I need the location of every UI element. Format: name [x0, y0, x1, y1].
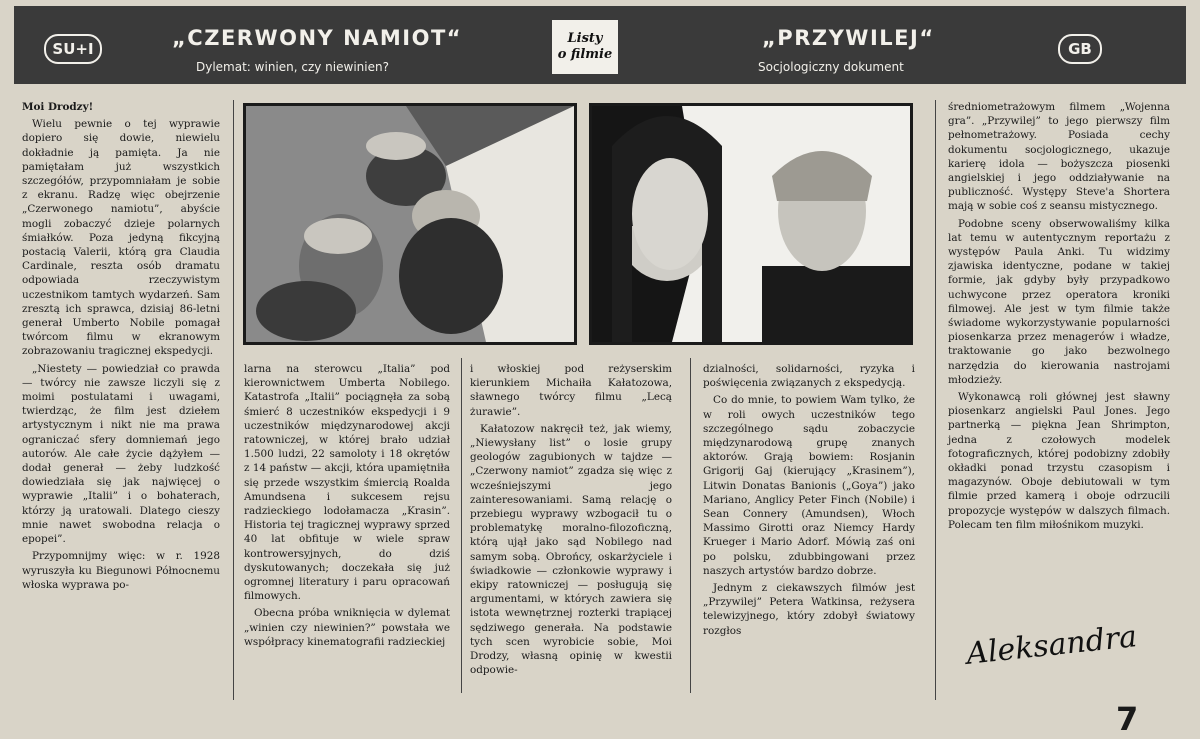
paragraph: Obecna próba wniknięcia w dylemat „winien czy niewinien?” powstała we współpracy kinematografii radzieckiej — [244, 607, 450, 648]
paragraph: Podobne sceny obserwowaliśmy kilka lat temu w autentycznym reportażu z występów Paula Anki. Tu widzimy zjawiska identyczne, podane w takiej formie, jak gdyby były przypadkowo uchwycone przez operatora kroniki filmowej. Ale jest w tym filmie także świadome wykorzystywanie popularności piosenkarza przez menagerów i władze, traktowanie go jako bezwolnego narzędzia do kierowania nastrojami młodzieży. — [948, 217, 1170, 386]
column-label-box — [552, 20, 618, 74]
article-column-5 — [948, 100, 1170, 535]
film-still-image — [592, 106, 910, 342]
column-label-line2: o filmie — [557, 47, 613, 62]
page-header — [14, 6, 1186, 84]
paragraph: Kałatozow nakręcił też, jak wiemy, „Niewysłany list” o losie grupy geologów zagubionych w tajdze — „Czerwony namiot” zgadza się więc z wcześniejszymi jego zainteresowaniami. Samą relację o przebiegu wyprawy wzbogacił tu o problematykę moralno-filozoficzną, którą ujął jako sąd Nobilego nad samym sobą. Obrońcy, oskarżyciele i świadkowie — członkowie wyprawy i ekipy ratowniczej — posługują się argumentami, w których zawiera się istota wewnętrznej rozterki trapiącej sędziwego generała. Na podstawie tych scen wyrobicie sobie, Moi Drodzy, własną opinię w kwestii odpowie- — [470, 422, 672, 677]
paragraph: larna na sterowcu „Italia” pod kierownictwem Umberta Nobilego. Katastrofa „Italii” pociągnęła za sobą śmierć 8 uczestników ekspedycji i 9 uczestników międzynarodowej akcji ratowniczej, w której brało udział 1.500 ludzi, 22 samoloty i 18 okrętów z 14 państw — akcji, która upamiętniła się przede wszystkim śmiercią Roalda Amundsena i sukcesem rejsu radzieckiego lodołamacza „Krasin”. Historia tej tragicznej wyprawy sprzed 40 lat obfituje w wiele spraw kontrowersyjnych, do dziś dyskutowanych; doczekała się już ogromnej literatury i paru opracowań filmowych. — [244, 363, 450, 603]
author-signature: Aleksandra — [964, 619, 1139, 672]
privilege-film-still — [589, 103, 913, 345]
paragraph: Jednym z ciekawszych filmów jest „Przywilej” Petera Watkinsa, reżysera telewizyjnego, który zdobył światowy rozgłos — [703, 582, 915, 637]
paragraph: Co do mnie, to powiem Wam tylko, że w roli owych uczestników tego szczególnego sądu zobaczycie międzynarodową grupę znanych aktorów. Grają bowiem: Rosjanin Grigorij Gaj (kierujący „Krasinem”), Litwin Donatas Banionis („Goya”) jako Mariano, Anglicy Peter Finch (Nobile) i Sean Connery (Amundsen), Włoch Massimo Girotti oraz Niemcy Hardy Krueger i Mario Adorf. Mówią zaś oni po polsku, zdubbingowani przez naszych artystów bardzo dobrze. — [703, 394, 915, 577]
ussr-italy-badge: SU+I — [44, 34, 102, 64]
film-still-image — [246, 106, 574, 342]
page-number: 7 — [1116, 700, 1139, 738]
paragraph: dzialności, solidarności, ryzyka i poświęcenia związanych z ekspedycją. — [703, 363, 915, 390]
paragraph: Wykonawcą roli głównej jest sławny piosenkarz angielski Paul Jones. Jego partnerką — piękna Jean Shrimpton, jedna z czołowych modelek fotograficznych, której podobizny zdobiły okładki ponad trzystu czasopism i magazynów. Oboje debiutowali w tym filmie przed kamerą i oboje odrzucili propozycje występów w dalszych filmach. Polecam ten film miłośnikom muzyki. — [948, 391, 1170, 531]
right-film-title: „PRZYWILEJ“ — [762, 26, 935, 50]
greeting: Moi Drodzy! — [22, 101, 94, 113]
paragraph: „Niestety — powiedział co prawda — twórcy nie zawsze liczyli się z moimi postulatami i uwagami, twierdząc, że film jest dziełem artystycznym i nikt nie ma prawa ograniczać sfery domniemań jego autorów. Ale całe życie dążyłem — dodał generał — żeby ludzkość dowiedziała się jak najwięcej o wyprawie „Italii” i o bohaterach, którzy ją uratowali. Dlatego cieszy mnie nawet swobodna relacja o epopei”. — [22, 362, 220, 546]
paragraph: Przypomnijmy więc: w r. 1928 wyruszyła ku Biegunowi Północnemu włoska wyprawa po- — [22, 550, 220, 591]
paragraph: i włoskiej pod reżyserskim kierunkiem Michaiła Kałatozowa, sławnego twórcy filmu „Lecą żurawie”. — [470, 363, 672, 418]
article-column-1 — [22, 100, 220, 595]
column-label-line1: Listy — [567, 31, 603, 46]
column-divider — [233, 100, 234, 700]
red-tent-film-still — [243, 103, 577, 345]
paragraph: średniometrażowym filmem „Wojenna gra”. „Przywilej” to jego pierwszy film pełnometrażowy. Posiada cechy dokumentu socjologicznego, ukazuje karierę idola — bożyszcza piosenki angielskiej i jego oddziaływanie na publiczność. Występy Steve'a Shortera mają w sobie coś z seansu mistycznego. — [948, 101, 1170, 213]
column-divider — [690, 358, 691, 693]
article-column-4 — [703, 362, 915, 641]
column-divider — [461, 358, 462, 693]
gb-badge: GB — [1058, 34, 1102, 64]
left-film-subtitle: Dylemat: winien, czy niewinien? — [196, 60, 389, 74]
article-column-3 — [470, 362, 672, 680]
article-column-2 — [244, 362, 450, 652]
right-film-subtitle: Socjologiczny dokument — [758, 60, 904, 74]
column-divider — [935, 100, 936, 700]
left-film-title: „CZERWONY NAMIOT“ — [172, 26, 463, 50]
paragraph: Wielu pewnie o tej wyprawie dopiero się dowie, niewielu dokładnie ją pamięta. Ja nie pamiętałam już wszystkich szczegółów, przypomniałam je sobie z ekranu. Radzę więc obejrzenie „Czerwonego namiotu”, abyście mogli zobaczyć dzieje polarnych śmiałków. Poza jedyną fikcyjną postacią Valerii, którą gra Claudia Cardinale, reszta osób dramatu odpowiada rzeczywistym uczestnikom tamtych wydarzeń. Sam zresztą ich sprawca, dzisiaj 86-letni generał Umberto Nobile pomagał twórcom filmu w ekranowym zobrazowaniu tragicznej ekspedycji. — [22, 118, 220, 358]
